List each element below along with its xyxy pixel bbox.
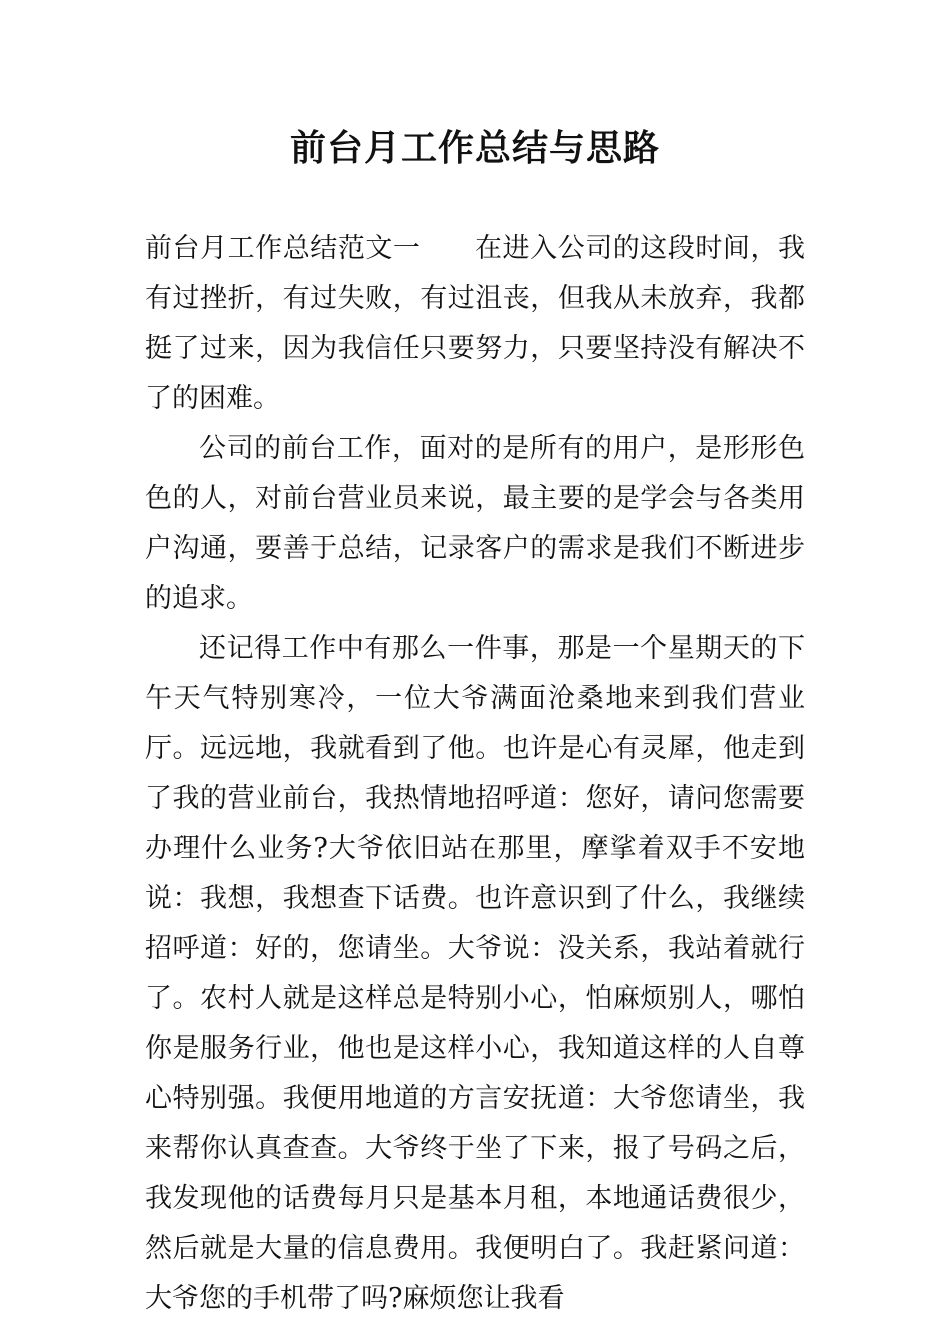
paragraph-1-text: 在进入公司的这段时间，我有过挫折，有过失败，有过沮丧，但我从未放弃，我都挺了过来，因为我信任只要努力，只要坚持没有解决不了的困难。	[145, 233, 806, 414]
paragraph-2: 公司的前台工作，面对的是所有的用户，是形形色色的人，对前台营业员来说，最主要的是学会与各类用户沟通，要善于总结，记录客户的需求是我们不断进步的追求。	[145, 433, 805, 614]
document-title: 前台月工作总结与思路	[289, 128, 660, 169]
intro-heading: 前台月工作总结范文一	[145, 233, 421, 264]
document-body	[145, 224, 805, 1324]
paragraph-3: 还记得工作中有那么一件事，那是一个星期天的下午天气特别寒冷，一位大爷满面沧桑地来到我们营业厅。远远地，我就看到了他。也许是心有灵犀，他走到了我的营业前台，我热情地招呼道：您好，请问您需要办理什么业务?大爷依旧站在那里，摩挲着双手不安地说：我想，我想查下话费。也许意识到了什么，我继续招呼道：好的，您请坐。大爷说：没关系，我站着就行了。农村人就是这样总是特别小心，怕麻烦别人，哪怕你是服务行业，他也是这样小心，我知道这样的人自尊心特别强。我便用地道的方言安抚道：大爷您请坐，我来帮你认真查查。大爷终于坐了下来，报了号码之后，我发现他的话费每月只是基本月租，本地通话费很少，然后就是大量的信息费用。我便明白了。我赶紧问道：大爷您的手机带了吗?麻烦您让我看	[145, 633, 805, 1314]
paragraph-1	[145, 224, 805, 424]
